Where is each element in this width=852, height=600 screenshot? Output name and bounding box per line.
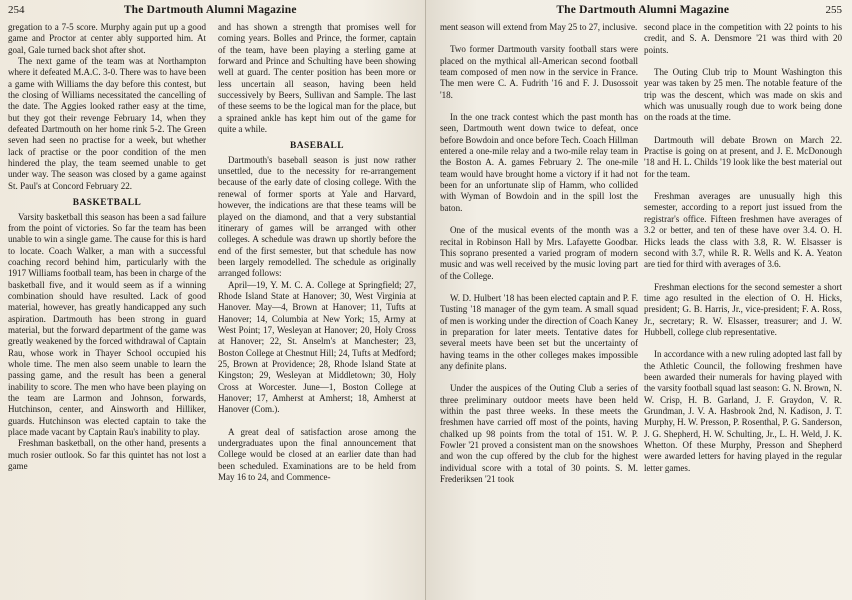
paragraph: and has shown a strength that promises well for coming years. Bolles and Prince, the former, captain of the team, have been playing a sterling game at forward and Prince and Schulting have been showing well at guard. The center position has been more or less uncertain all season, having been held successively by Beers, Sullivan and Sample. The last of these seems to be the logical man for the place, but a sprained ankle has kept him out of the game for quite a while.	[218, 22, 416, 135]
right-column-1	[440, 22, 638, 485]
section-heading-baseball: BASEBALL	[289, 141, 345, 152]
left-page-header	[8, 4, 416, 22]
paragraph: Varsity basketball this season has been a sad failure from the point of victories. So far the team has been unable to win a single game. The cause for this is hard to locate. Coach Walker, a man with a successful coaching record behind him, particularly with the 1917 Williams football team, has been in charge of the basketball five, and it would seem as if a winning combination should have resulted. Lack of good material, however, has greatly handicapped any such aspiration. Dartmouth has been strong in guard material, but the forward department of the game was greatly weakened by the forced withdrawal of Captain Rau, whose work in Thayer School occupied his whole time. The men also seem unable to learn the passing game, and the result has been a general inability to score. The men who have been playing on the team are Larmon and Johnson, forwards, Hutchinson, center, and Ainsworth and Hilliker, guards. Hutchinson was elected captain to take the place made vacant by Captain Rau's inability to play.	[8, 211, 206, 438]
right-page-header	[440, 4, 842, 22]
right-running-title: The Dartmouth Alumni Magazine	[556, 4, 730, 16]
paragraph: ment season will extend from May 25 to 27, inclusive.	[440, 22, 638, 32]
paragraph: In the one track contest which the past month has seen, Dartmouth went down twice to defeat, once before Bowdoin and once before Tech. Coach Hillman entered a one-mile relay and a two-mile relay team in the Boston A. A. games February 2. The one-mile team would have brought home a victory if it had not been for an unfortunate slip of Hamm, who collided with Wyman of Bowdoin and in the spill lost the baton.	[440, 112, 638, 213]
section-heading-basketball: BASKETBALL	[72, 198, 142, 209]
paragraph: Two former Dartmouth varsity football stars were placed on the mythical all-American second football team composed of men now in the service in France. The men were C. A. Fudrith '16 and F. J. Dusossoit '18.	[440, 44, 638, 100]
paragraph: gregation to a 7-5 score. Murphy again put up a good game and Proctor at center ably supported him. At goal, Gale turned back shot after shot.	[8, 22, 206, 55]
paragraph: Freshman basketball, on the other hand, presents a much rosier outlook. So far this quintet has not lost a game	[8, 438, 206, 472]
paragraph: Freshman averages are unusually high this semester, according to a report just issued from the registrar's office. Fifteen freshmen have averages of 3.2 or better, and ten of these have over 3.4. O. H. Hicks leads the class with 3.8, R. W. Elsasser is second with 3.7, while R. R. Wells and K. A. Yeaton are tied for third with averages of 3.6.	[644, 191, 842, 270]
right-column-2	[644, 22, 842, 485]
paragraph: Freshman elections for the second semester a short time ago resulted in the election of O. H. Hicks, president; G. B. Harris, Jr., vice-president; F. A. Ross, Jr., secretary; R. W. Elsasser, treasurer; and J. W. Hubbell, college club representative.	[644, 281, 842, 337]
paragraph: W. D. Hulbert '18 has been elected captain and P. F. Tusting '18 manager of the gym team. A small squad of men is working under the direction of Coach Kaney in preparation for later meets. Tentative dates for several meets have been set but the uncertainty of having teams in the other colleges makes impossible any definite plans.	[440, 292, 638, 371]
left-running-title: The Dartmouth Alumni Magazine	[123, 4, 297, 16]
schedule-paragraph: April—19, Y. M. C. A. College at Springfield; 27, Rhode Island State at Hanover; 30, West Virginia at Hanover. May—4, Brown at Hanover; 11, Tufts at Hanover; 14, Columbia at New York; 15, Army at West Point; 17, Wesleyan at Hanover; 20, Holy Cross at Hanover; 22, St. Anselm's at Manchester; 23, Boston College at Chestnut Hill; 24, Tufts at Medford; 25, Brown at Providence; 28, Rhode Island State at Kingston; 29, Wesleyan at Middletown; 30, Holy Cross at Worcester. June—1, Boston College at Hanover; 17, Amherst at Amherst; 18, Amherst at Hanover (Com.).	[218, 279, 416, 415]
right-page	[426, 0, 852, 600]
paragraph: second place in the competition with 22 points to his credit, and S. A. Densmore '21 was third with 20 points.	[644, 22, 842, 55]
left-column-2	[218, 22, 416, 483]
right-page-number: 255	[825, 4, 842, 16]
paragraph: The Outing Club trip to Mount Washington this year was taken by 25 men. The notable feature of the trip was the descent, which was made on skis and which was unusually rough due to work being done on the roads at the time.	[644, 67, 842, 123]
paragraph: A great deal of satisfaction arose among the undergraduates upon the final announcement that College would be closed at an earlier date than had been scheduled. Examinations are to be held from May 16 to 24, and Commence-	[218, 426, 416, 483]
paragraph: Dartmouth's baseball season is just now rather unsettled, due to the necessity for re-arrangement because of the early date of closing college. With the renewal of former sports at Yale and Harvard, however, the indications are that these teams will be played on the diamond, and that a very substantial itinerary of games will be arranged with other colleges. A schedule was drawn up shortly before the end of the first semester, but that schedule has now been largely remodelled. The schedule as originally arranged follows:	[218, 154, 416, 279]
paragraph: One of the musical events of the month was a recital in Robinson Hall by Mrs. Lafayette Goodbar. This soprano presented a varied program of modern music and was well received by the music loving part of the College.	[440, 225, 638, 281]
paragraph: The next game of the team was at Northampton where it defeated M.A.C. 3-0. There was to have been a game with Williams the day before this contest, but the closing of Williams necessitated the cancelling of the date. The Aggies looked rather easy at the time, but they got their revenge February 14, when they defeated Dartmouth on her home rink 5-2. The Green seven had seen no practise for a week, but whether lack of practise or the poor condition of the men hindered the play, the team seemed unable to get under way. The season was closed by a game against St. Paul's at Concord February 22.	[8, 56, 206, 191]
paragraph: Under the auspices of the Outing Club a series of three preliminary outdoor meets have been held within the past three weeks. In these meets the freshmen have carried off most of the points, having chalked up 98 points from the total of 151. W. P. Fowler '21 proved a consistent man on the snowshoes and won the cup offered by the club for the highest individual score with a total of 30 points. S. M. Frederiksen '21 took	[440, 383, 638, 485]
left-column-1	[8, 22, 206, 483]
paragraph: In accordance with a new ruling adopted last fall by the Athletic Council, the following freshmen have been awarded their numerals for having played with the varsity football squad last season: G. N. Brown, N. W. Crisp, H. B. Garland, J. F. Graydon, V. R. Grundman, J. V. A. Hasbrook 2nd, N. Kadison, J. T. Murphy, H. W. Presson, P. Rosenthal, P. G. Sanderson, J. G. Shepherd, H. W. Schulting, Jr., L. H. Weld, J. K. Whetton. Of these Murphy, Presson and Shepherd were awarded letters for having played in the regular letter games.	[644, 349, 842, 473]
left-page-number: 254	[8, 4, 25, 16]
paragraph: Dartmouth will debate Brown on March 22. Practise is going on at present, and J. E. McDonough '18 and H. L. Childs '19 look like the best material out for the team.	[644, 134, 842, 179]
